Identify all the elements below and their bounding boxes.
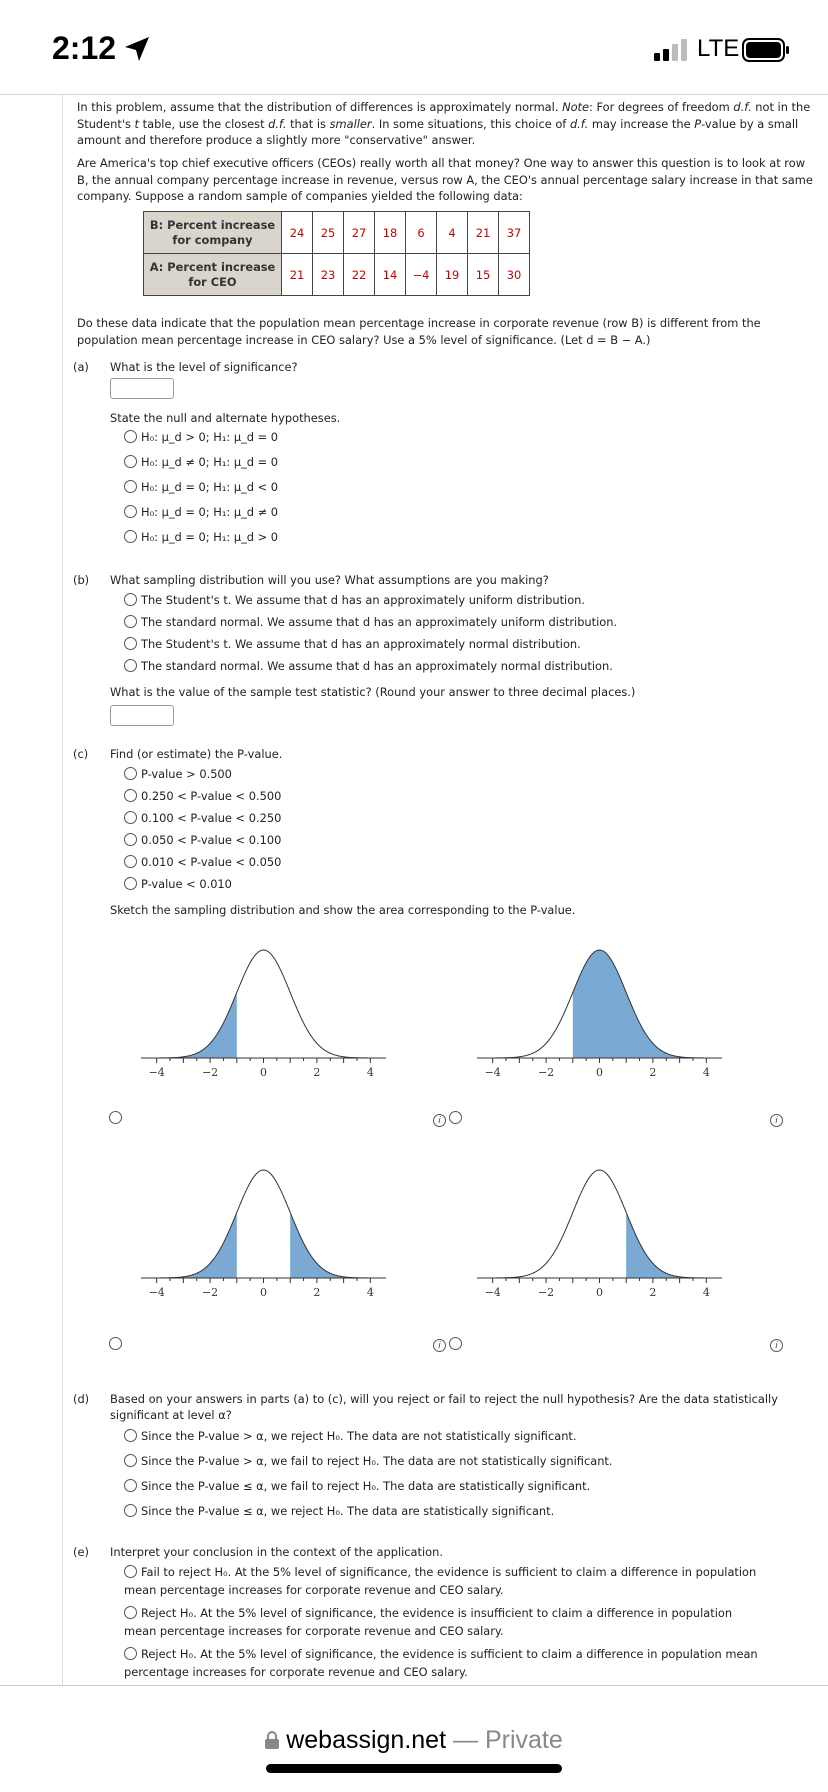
shaded-area [626, 1212, 717, 1278]
hypothesis-option[interactable]: H₀: μ_d = 0; H₁: μ_d ≠ 0 [124, 504, 278, 520]
radio-button[interactable] [124, 1504, 137, 1517]
test-statistic-input[interactable] [110, 705, 174, 726]
graph-radio-4[interactable] [449, 1337, 462, 1350]
tick-label: −2 [537, 1066, 555, 1079]
row-a-label: A: Percent increase for CEO [144, 254, 282, 296]
test-statistic-prompt: What is the value of the sample test statistic? (Round your answer to three decimal places.) [110, 685, 636, 699]
graph-radio-1[interactable] [109, 1111, 122, 1124]
radio-button[interactable] [124, 1479, 137, 1492]
part-a-label: (a) [73, 360, 89, 374]
p-value-option[interactable]: 0.050 < P-value < 0.100 [124, 832, 281, 848]
tick-label: −4 [148, 1286, 165, 1299]
part-b-question: What sampling distribution will you use? What assumptions are you making? [110, 573, 549, 587]
lock-icon [265, 1731, 279, 1749]
interpretation-option[interactable]: Reject H₀. At the 5% level of significance, the evidence is sufficient to claim a difference in population mean percentage increases for corporate revenue and CEO salary. [124, 1647, 758, 1679]
radio-button[interactable] [124, 530, 137, 543]
shaded-area [146, 1212, 237, 1278]
conclusion-option[interactable]: Since the P-value ≤ α, we reject H₀. The data are statistically significant. [124, 1503, 554, 1519]
p-value-option[interactable]: 0.010 < P-value < 0.050 [124, 854, 281, 870]
battery-icon [742, 38, 790, 62]
radio-button[interactable] [124, 615, 137, 628]
cell: 27 [344, 212, 375, 254]
distribution-option[interactable]: The Student's t. We assume that d has an approximately normal distribution. [124, 636, 581, 652]
cell: 4 [437, 212, 468, 254]
radio-button[interactable] [124, 455, 137, 468]
radio-button[interactable] [124, 1454, 137, 1467]
url-domain: webassign.net [286, 1726, 447, 1754]
intro-paragraph-2: Are America's top chief executive officers (CEOs) really worth all that money? One way to answer this question is to look at row B, the annual company percentage increase in revenue, versus row A, the CEO's annual percentage salary increase in that same company. Suppose a random sample of companies yielded the following data: [77, 156, 813, 203]
p-value-option[interactable]: P-value < 0.010 [124, 876, 232, 892]
hypothesis-option[interactable]: H₀: μ_d = 0; H₁: μ_d > 0 [124, 529, 278, 545]
tick-label: −4 [484, 1286, 501, 1299]
tick-label: 4 [702, 1286, 710, 1299]
tick-label: −4 [484, 1066, 501, 1079]
intro-paragraph-3: Do these data indicate that the population mean percentage increase in corporate revenue (row B) is different from the population mean percentage increase in CEO salary? Use a 5% level of significance. (Let d = B − A.) [77, 316, 761, 347]
tick-label: 4 [702, 1066, 710, 1079]
radio-button[interactable] [124, 480, 137, 493]
tick-label: 2 [649, 1286, 657, 1299]
cell: 21 [468, 212, 499, 254]
cell: 22 [344, 254, 375, 296]
cell: 23 [313, 254, 344, 296]
cell: 6 [406, 212, 437, 254]
radio-button[interactable] [124, 593, 137, 606]
tick-label: 4 [366, 1066, 374, 1079]
hypothesis-option[interactable]: H₀: μ_d = 0; H₁: μ_d < 0 [124, 479, 278, 495]
address-bar[interactable] [0, 1726, 828, 1755]
hypotheses-prompt: State the null and alternate hypotheses. [110, 411, 341, 425]
radio-button[interactable] [124, 1647, 137, 1660]
conclusion-option[interactable]: Since the P-value ≤ α, we fail to reject H₀. The data are statistically significant. [124, 1478, 590, 1494]
tick-label: −4 [148, 1066, 165, 1079]
distribution-option[interactable]: The Student's t. We assume that d has an approximately uniform distribution. [124, 592, 585, 608]
tick-label: 0 [260, 1286, 267, 1299]
cell: 19 [437, 254, 468, 296]
private-label: Private [484, 1726, 563, 1754]
cell: 24 [282, 212, 313, 254]
table-row-b [144, 212, 530, 254]
p-value-option[interactable]: P-value > 0.500 [124, 766, 232, 782]
radio-button[interactable] [124, 505, 137, 518]
radio-button[interactable] [124, 789, 137, 802]
density-curve [146, 950, 381, 1058]
interpretation-option[interactable]: Fail to reject H₀. At the 5% level of significance, the evidence is sufficient to claim a difference in population mean percentage increases for corporate revenue and CEO salary. [124, 1565, 757, 1597]
radio-button[interactable] [124, 637, 137, 650]
density-curve [482, 1170, 717, 1278]
part-b-label: (b) [73, 573, 90, 587]
part-c-question: Find (or estimate) the P-value. [110, 747, 283, 761]
data-table [143, 211, 530, 296]
p-value-option[interactable]: 0.250 < P-value < 0.500 [124, 788, 281, 804]
tick-label: 2 [313, 1286, 321, 1299]
shaded-area [290, 1212, 381, 1278]
graph-radio-3[interactable] [109, 1337, 122, 1350]
conclusion-option[interactable]: Since the P-value > α, we reject H₀. The data are not statistically significant. [124, 1428, 577, 1444]
graph-right-tail [447, 1150, 737, 1320]
radio-button[interactable] [124, 855, 137, 868]
info-icon[interactable]: i [433, 1114, 446, 1127]
part-a-question: What is the level of significance? [110, 360, 298, 374]
row-b-label: B: Percent increase for company [144, 212, 282, 254]
home-indicator [266, 1764, 562, 1773]
tick-label: 0 [260, 1066, 267, 1079]
shaded-area [573, 950, 717, 1058]
shaded-area [146, 992, 237, 1058]
tick-label: 2 [313, 1066, 321, 1079]
radio-button[interactable] [124, 1565, 137, 1578]
graph-radio-2[interactable] [449, 1111, 462, 1124]
radio-button[interactable] [124, 1606, 137, 1619]
table-row-a [144, 254, 530, 296]
tick-label: −2 [201, 1286, 219, 1299]
location-arrow-icon [122, 34, 152, 64]
significance-input[interactable] [110, 378, 174, 399]
interpretation-option[interactable]: Reject H₀. At the 5% level of significance, the evidence is insufficient to claim a difference in population mean percentage increases for corporate revenue and CEO salary. [124, 1606, 733, 1638]
tick-label: 4 [366, 1286, 374, 1299]
info-icon[interactable]: i [770, 1339, 783, 1352]
status-time: 2:12 [52, 30, 117, 66]
browser-bottom-bar [0, 1685, 828, 1792]
radio-button[interactable] [124, 811, 137, 824]
tick-label: 0 [596, 1066, 603, 1079]
cell: 15 [468, 254, 499, 296]
tick-label: −2 [537, 1286, 555, 1299]
info-icon[interactable]: i [770, 1114, 783, 1127]
part-e-question: Interpret your conclusion in the context of the application. [110, 1545, 443, 1559]
status-bar [0, 0, 828, 95]
tick-label: −2 [201, 1066, 219, 1079]
part-e-label: (e) [73, 1545, 89, 1559]
hypothesis-option[interactable]: H₀: μ_d > 0; H₁: μ_d = 0 [124, 429, 278, 445]
p-value-option[interactable]: 0.100 < P-value < 0.250 [124, 810, 281, 826]
cell: 14 [375, 254, 406, 296]
tick-label: 2 [649, 1066, 657, 1079]
sketch-prompt: Sketch the sampling distribution and show the area corresponding to the P-value. [110, 903, 576, 917]
intro-paragraph-1: In this problem, assume that the distribution of differences is approximately normal. Note: For degrees of freedom d.f. not in the Student's t table, use the closest d.f. that is smaller. In some situations, this choice of d.f. may increase the P-value by a small amount and therefore produce a slightly more "conservative" answer. [77, 100, 811, 147]
problem-content [62, 95, 828, 1685]
url-separator: — [452, 1726, 478, 1754]
radio-button[interactable] [124, 877, 137, 890]
cell: 25 [313, 212, 344, 254]
cell: 37 [499, 212, 530, 254]
part-d-question: Based on your answers in parts (a) to (c), will you reject or fail to reject the null hypothesis? Are the data statistically significant at level α? [110, 1392, 778, 1422]
graph-right-from-cut [447, 930, 737, 1095]
density-curve [146, 1170, 381, 1278]
distribution-option[interactable]: The standard normal. We assume that d has an approximately normal distribution. [124, 658, 613, 674]
cell: 30 [499, 254, 530, 296]
radio-button[interactable] [124, 1429, 137, 1442]
part-c-label: (c) [73, 747, 89, 761]
hypothesis-option[interactable]: H₀: μ_d ≠ 0; H₁: μ_d = 0 [124, 454, 278, 470]
cell: 21 [282, 254, 313, 296]
network-label: LTE [697, 35, 740, 62]
graph-left-tail [111, 930, 401, 1095]
tick-label: 0 [596, 1286, 603, 1299]
conclusion-option[interactable]: Since the P-value > α, we fail to reject H₀. The data are not statistically significant. [124, 1453, 613, 1469]
info-icon[interactable]: i [433, 1339, 446, 1352]
graph-two-tail [111, 1150, 401, 1320]
radio-button[interactable] [124, 833, 137, 846]
distribution-option[interactable]: The standard normal. We assume that d has an approximately uniform distribution. [124, 614, 617, 630]
signal-strength-icon [652, 38, 692, 62]
radio-button[interactable] [124, 767, 137, 780]
cell: 18 [375, 212, 406, 254]
part-d-label: (d) [73, 1392, 90, 1406]
cell: −4 [406, 254, 437, 296]
radio-button[interactable] [124, 659, 137, 672]
radio-button[interactable] [124, 430, 137, 443]
